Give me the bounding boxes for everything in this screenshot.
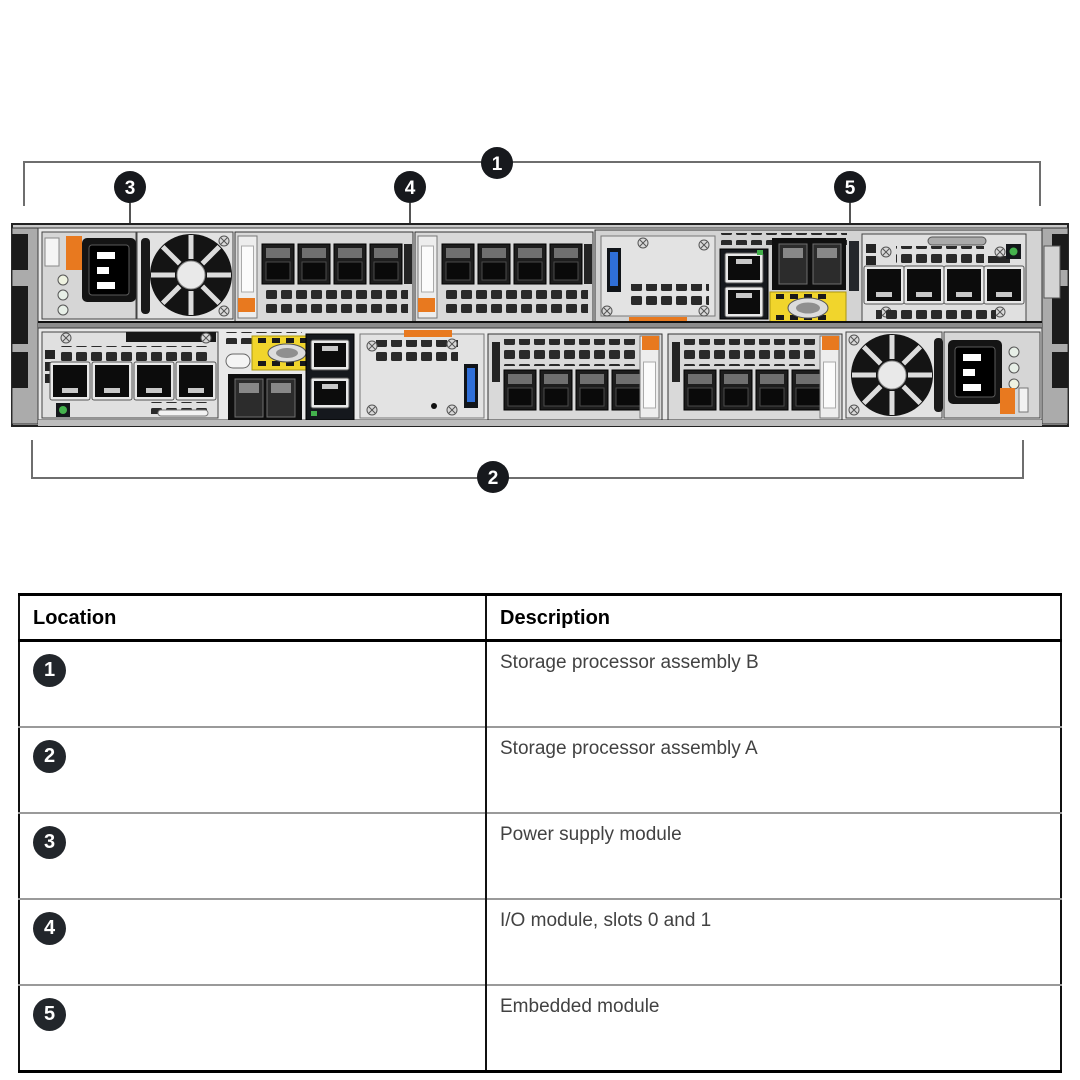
power-supply-top xyxy=(42,232,136,319)
location-badge: 1 xyxy=(33,654,66,687)
column-header-description: Description xyxy=(486,595,1061,641)
table-row xyxy=(19,985,1061,1072)
column-header-location: Location xyxy=(19,595,486,641)
power-supply-bottom xyxy=(944,332,1040,418)
description-cell: Power supply module xyxy=(486,813,1061,899)
callout-badge-5 xyxy=(834,171,866,203)
left-rack-ear xyxy=(12,228,38,424)
svg-text:2: 2 xyxy=(487,468,499,489)
location-cell xyxy=(19,899,486,985)
callout-badge-3 xyxy=(114,171,146,203)
table-row xyxy=(19,641,1061,728)
serial-port-top xyxy=(770,292,846,324)
embedded-module-top xyxy=(595,230,1042,324)
io-module-slot0-top xyxy=(235,232,413,322)
right-rack-ear xyxy=(1042,228,1068,424)
svg-text:4: 4 xyxy=(404,178,416,199)
location-cell xyxy=(19,813,486,899)
callout-badge-2 xyxy=(477,461,509,493)
location-badge: 5 xyxy=(33,998,66,1031)
chassis xyxy=(12,224,1068,426)
storage-processor-b xyxy=(38,228,1042,324)
svg-text:1: 1 xyxy=(491,154,503,175)
blank-plate-bottom xyxy=(360,330,484,418)
io-module-slot0-bottom xyxy=(488,334,662,420)
io-module-slot1-top xyxy=(415,232,593,322)
rj45-card-top xyxy=(862,234,1026,322)
description-cell: Embedded module xyxy=(486,985,1061,1072)
table-header-row xyxy=(19,595,1061,641)
location-cell xyxy=(19,641,486,728)
table-row xyxy=(19,813,1061,899)
location-description-table xyxy=(18,593,1062,1073)
callout-badge-1 xyxy=(481,147,513,179)
storage-processor-a xyxy=(38,328,1042,420)
table-row xyxy=(19,899,1061,985)
svg-text:5: 5 xyxy=(844,178,856,199)
location-cell xyxy=(19,985,486,1072)
fan-module-bottom xyxy=(846,332,943,418)
io-module-slot1-bottom xyxy=(668,334,842,420)
location-cell xyxy=(19,727,486,813)
location-badge: 4 xyxy=(33,912,66,945)
description-cell: Storage processor assembly A xyxy=(486,727,1061,813)
svg-text:3: 3 xyxy=(124,178,136,199)
callout-badge-4 xyxy=(394,171,426,203)
fan-module-top xyxy=(137,232,233,319)
location-badge: 3 xyxy=(33,826,66,859)
description-cell: I/O module, slots 0 and 1 xyxy=(486,899,1061,985)
description-cell: Storage processor assembly B xyxy=(500,652,759,673)
location-badge: 2 xyxy=(33,740,66,773)
rj45-card-bottom xyxy=(42,332,218,418)
table-row xyxy=(19,727,1061,813)
